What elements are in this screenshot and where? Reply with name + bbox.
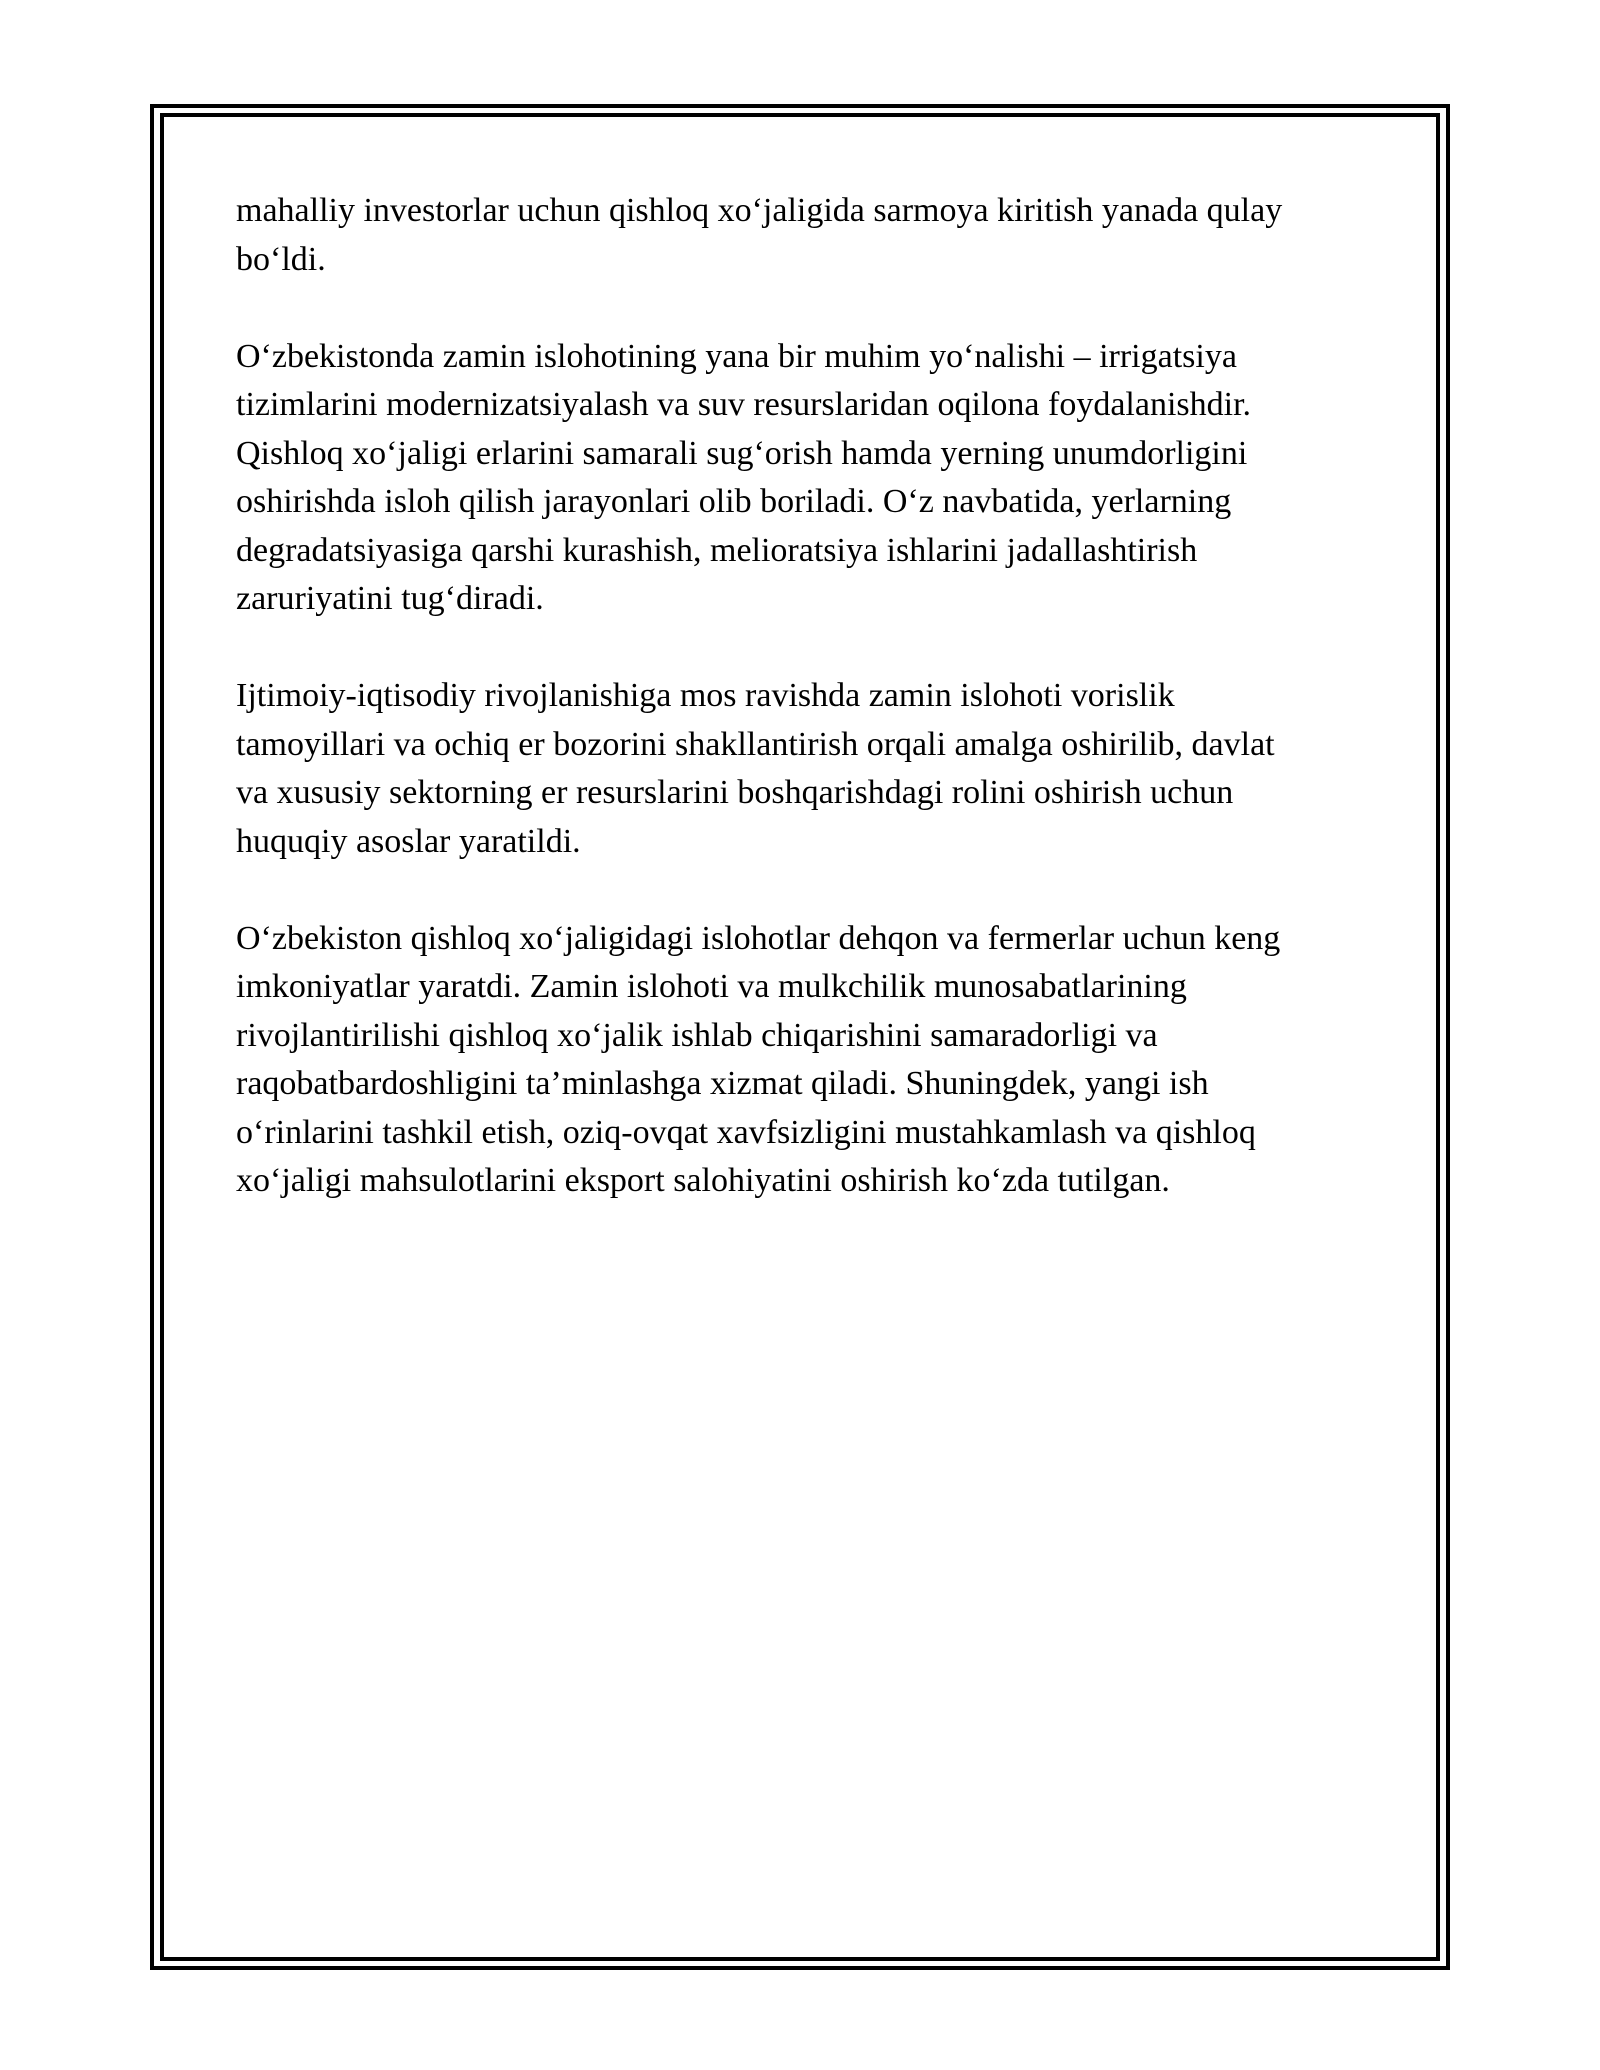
text-line: xo‘jaligi mahsulotlarini eksport salohiyatini oshirish ko‘zda tutilgan.: [236, 1162, 1170, 1199]
text-line: Ijtimoiy-iqtisodiy rivojlanishiga mos ravishda zamin islohoti vorislik: [236, 677, 1175, 714]
text-line: O‘zbekiston qishloq xo‘jaligidagi islohotlar dehqon va fermerlar uchun keng: [236, 919, 1281, 957]
text-line: bo‘ldi.: [236, 240, 326, 278]
text-line: O‘zbekistonda zamin islohotining yana bir muhim yo‘nalishi – irrigatsiya: [236, 337, 1237, 375]
text-line: zaruriyatini tug‘diradi.: [236, 580, 544, 617]
document-body: [236, 187, 1386, 1206]
text-line: va xususiy sektorning er resurslarini boshqarishdagi rolini oshirish uchun: [236, 774, 1234, 811]
text-line: Qishloq xo‘jaligi erlarini samarali sug‘orish hamda yerning unumdorligini: [236, 434, 1248, 472]
text-line: raqobatbardoshligini ta’minlashga xizmat qiladi. Shuningdek, yangi ish: [236, 1065, 1209, 1102]
text-line: huquqiy asoslar yaratildi.: [236, 822, 581, 860]
paragraph: [236, 187, 1386, 284]
text-line: tizimlarini modernizatsiyalash va suv resurslaridan oqilona foydalanishdir.: [236, 386, 1252, 423]
text-line: tamoyillari va ochiq er bozorini shakllantirish orqali amalga oshirilib, davlat: [236, 725, 1275, 763]
text-line: oshirishda isloh qilish jarayonlari olib boriladi. O‘z navbatida, yerlarning: [236, 483, 1232, 520]
paragraph: [236, 915, 1386, 1206]
text-line: rivojlantirilishi qishloq xo‘jalik ishlab chiqarishini samaradorligi va: [236, 1016, 1158, 1054]
paragraph: [236, 333, 1386, 624]
paragraph: [236, 672, 1386, 866]
text-line: imkoniyatlar yaratdi. Zamin islohoti va mulkchilik munosabatlarining: [236, 968, 1187, 1005]
text-line: degradatsiyasiga qarshi kurashish, melioratsiya ishlarini jadallashtirish: [236, 531, 1198, 569]
text-line: o‘rinlarini tashkil etish, oziq-ovqat xavfsizligini mustahkamlash va qishloq: [236, 1113, 1256, 1151]
text-line: mahalliy investorlar uchun qishloq xo‘jaligida sarmoya kiritish yanada qulay: [236, 192, 1283, 229]
